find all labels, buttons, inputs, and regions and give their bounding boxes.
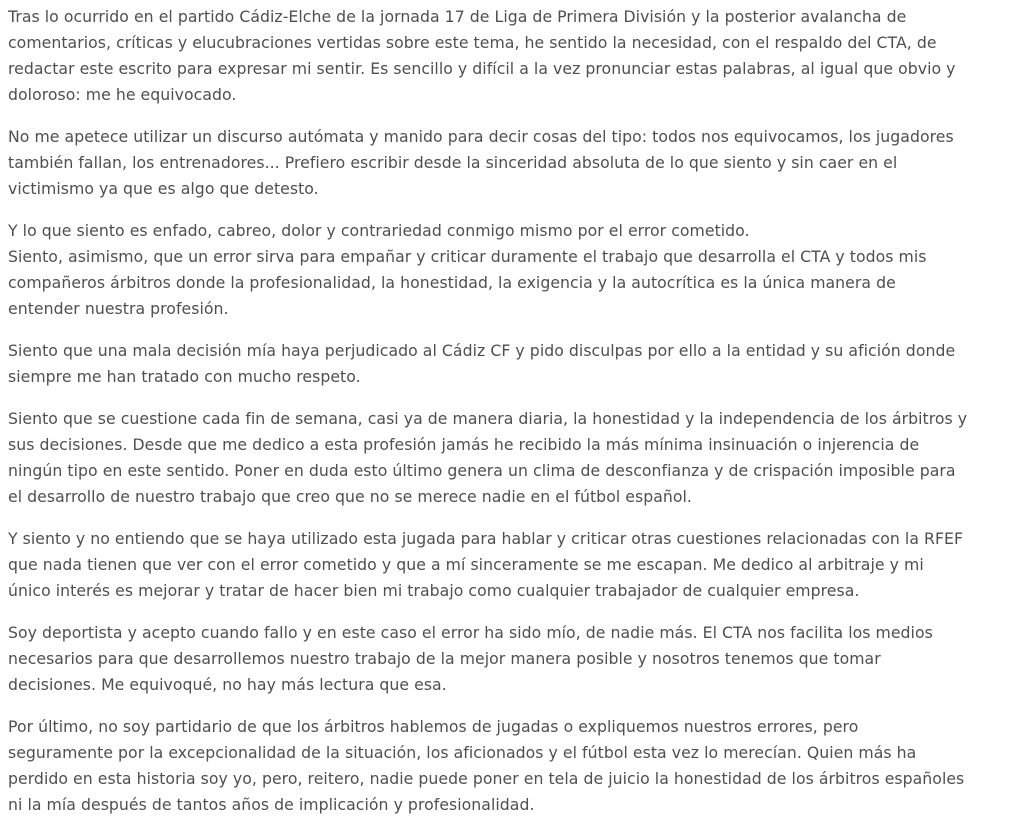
paragraph-line: Y siento y no entiendo que se haya utilizado esta jugada para hablar y criticar otras cuestiones relacionadas con la RFEF xyxy=(8,529,964,548)
paragraph-6 xyxy=(8,526,1033,604)
paragraph-line: comentarios, críticas y elucubraciones vertidas sobre este tema, he sentido la necesidad, con el respaldo del CTA, de xyxy=(8,33,937,52)
paragraph-line: compañeros árbitros donde la profesionalidad, la honestidad, la exigencia y la autocrítica es la única manera de xyxy=(8,273,896,292)
paragraph-7 xyxy=(8,620,1033,698)
paragraph-line: entender nuestra profesión. xyxy=(8,299,229,318)
paragraph-line: Y lo que siento es enfado, cabreo, dolor y contrariedad conmigo mismo por el error cometido. xyxy=(8,221,750,240)
paragraph-line: decisiones. Me equivoqué, no hay más lectura que esa. xyxy=(8,675,447,694)
paragraph-5 xyxy=(8,406,1033,510)
paragraph-line: sus decisiones. Desde que me dedico a esta profesión jamás he recibido la más mínima insinuación o injerencia de xyxy=(8,435,920,454)
paragraph-3 xyxy=(8,218,1033,322)
paragraph-2 xyxy=(8,124,1033,202)
paragraph-line: ningún tipo en este sentido. Poner en duda esto último genera un clima de desconfianza y de crispación imposible para xyxy=(8,461,956,480)
paragraph-line: doloroso: me he equivocado. xyxy=(8,85,237,104)
paragraph-line: único interés es mejorar y tratar de hacer bien mi trabajo como cualquier trabajador de cualquier empresa. xyxy=(8,581,860,600)
paragraph-8 xyxy=(8,714,1033,818)
paragraph-line: Soy deportista y acepto cuando fallo y en este caso el error ha sido mío, de nadie más. El CTA nos facilita los medios xyxy=(8,623,933,642)
paragraph-line: también fallan, los entrenadores... Prefiero escribir desde la sinceridad absoluta de lo que siento y sin caer en el xyxy=(8,153,898,172)
paragraph-line: el desarrollo de nuestro trabajo que creo que no se merece nadie en el fútbol español. xyxy=(8,487,692,506)
paragraph-line: Siento que se cuestione cada fin de semana, casi ya de manera diaria, la honestidad y la independencia de los árbitros y xyxy=(8,409,968,428)
paragraph-line: seguramente por la excepcionalidad de la situación, los aficionados y el fútbol esta vez lo merecían. Quien más ha xyxy=(8,743,917,762)
paragraph-line: No me apetece utilizar un discurso autómata y manido para decir cosas del tipo: todos nos equivocamos, los jugadores xyxy=(8,127,954,146)
paragraph-line: Siento, asimismo, que un error sirva para empañar y criticar duramente el trabajo que desarrolla el CTA y todos mis xyxy=(8,247,927,266)
paragraph-line: redactar este escrito para expresar mi sentir. Es sencillo y difícil a la vez pronunciar estas palabras, al igual que obvio y xyxy=(8,59,956,78)
paragraph-line: perdido en esta historia soy yo, pero, reitero, nadie puede poner en tela de juicio la honestidad de los árbitros españoles xyxy=(8,769,965,788)
paragraph-1 xyxy=(8,4,1033,108)
paragraph-line: Siento que una mala decisión mía haya perjudicado al Cádiz CF y pido disculpas por ello a la entidad y su afición donde xyxy=(8,341,956,360)
paragraph-4 xyxy=(8,338,1033,390)
paragraph-line: siempre me han tratado con mucho respeto. xyxy=(8,367,361,386)
paragraph-line: necesarios para que desarrollemos nuestro trabajo de la mejor manera posible y nosotros tenemos que tomar xyxy=(8,649,881,668)
paragraph-line: Tras lo ocurrido en el partido Cádiz-Elche de la jornada 17 de Liga de Primera División y la posterior avalancha de xyxy=(8,7,907,26)
paragraph-line: ni la mía después de tantos años de implicación y profesionalidad. xyxy=(8,795,535,814)
paragraph-line: victimismo ya que es algo que detesto. xyxy=(8,179,319,198)
paragraph-line: Por último, no soy partidario de que los árbitros hablemos de jugadas o expliquemos nuestros errores, pero xyxy=(8,717,859,736)
paragraph-line: que nada tienen que ver con el error cometido y que a mí sinceramente se me escapan. Me dedico al arbitraje y mi xyxy=(8,555,924,574)
